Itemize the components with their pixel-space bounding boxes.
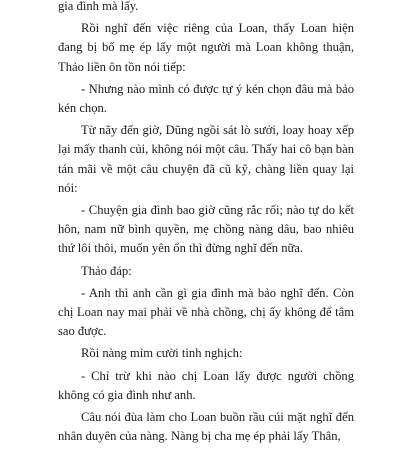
body-text [58,0,354,449]
dialogue-paragraph: - Nhưng nào mình có được tự ý kén chọn đâu mà bảo kén chọn. [58,81,354,116]
paragraph: Thảo đáp: [81,263,132,278]
dialogue-paragraph: - Anh thì anh cần gì gia đình mà bảo nghĩ đến. Còn chị Loan nay mai phải về nhà chồng, chị ấy không để tâm sao được. [58,285,354,339]
paragraph: gia đình mà lấy. [58,0,139,13]
paragraph: Rồi nàng mỉm cười tinh nghịch: [81,346,243,361]
paragraph: Rồi nghĩ đến việc riêng của Loan, thấy Loan hiện đang bị bố mẹ ép lấy một người mà Loan không thuận, Thảo liền ôn tồn nói tiếp: [58,21,354,74]
paragraph: Câu nói đùa làm cho Loan buồn rầu cúi mặt nghĩ đến nhân duyên của nàng. Nàng bị cha mẹ ép phải lấy Thân, [58,410,354,444]
paragraph: Từ nãy đến giờ, Dũng ngồi sát lò sưởi, loay hoay xếp lại mấy thanh củi, không nói một câu. Thấy hai cô bạn bàn tán mãi về một câu chuyện đã cũ kỹ, chàng liền quay lại nói: [58,123,354,195]
dialogue-paragraph: - Chỉ trừ khi nào chị Loan lấy được người chồng không có gia đình như anh. [58,368,354,402]
dialogue-paragraph: - Chuyện gia đình bao giờ cũng rắc rối; nào tự do kết hôn, nam nữ bình quyền, mẹ chồng nàng dâu, bao nhiêu thứ lôi thôi, muốn yên ổn thì đừng nghĩ đến nữa. [58,203,354,256]
